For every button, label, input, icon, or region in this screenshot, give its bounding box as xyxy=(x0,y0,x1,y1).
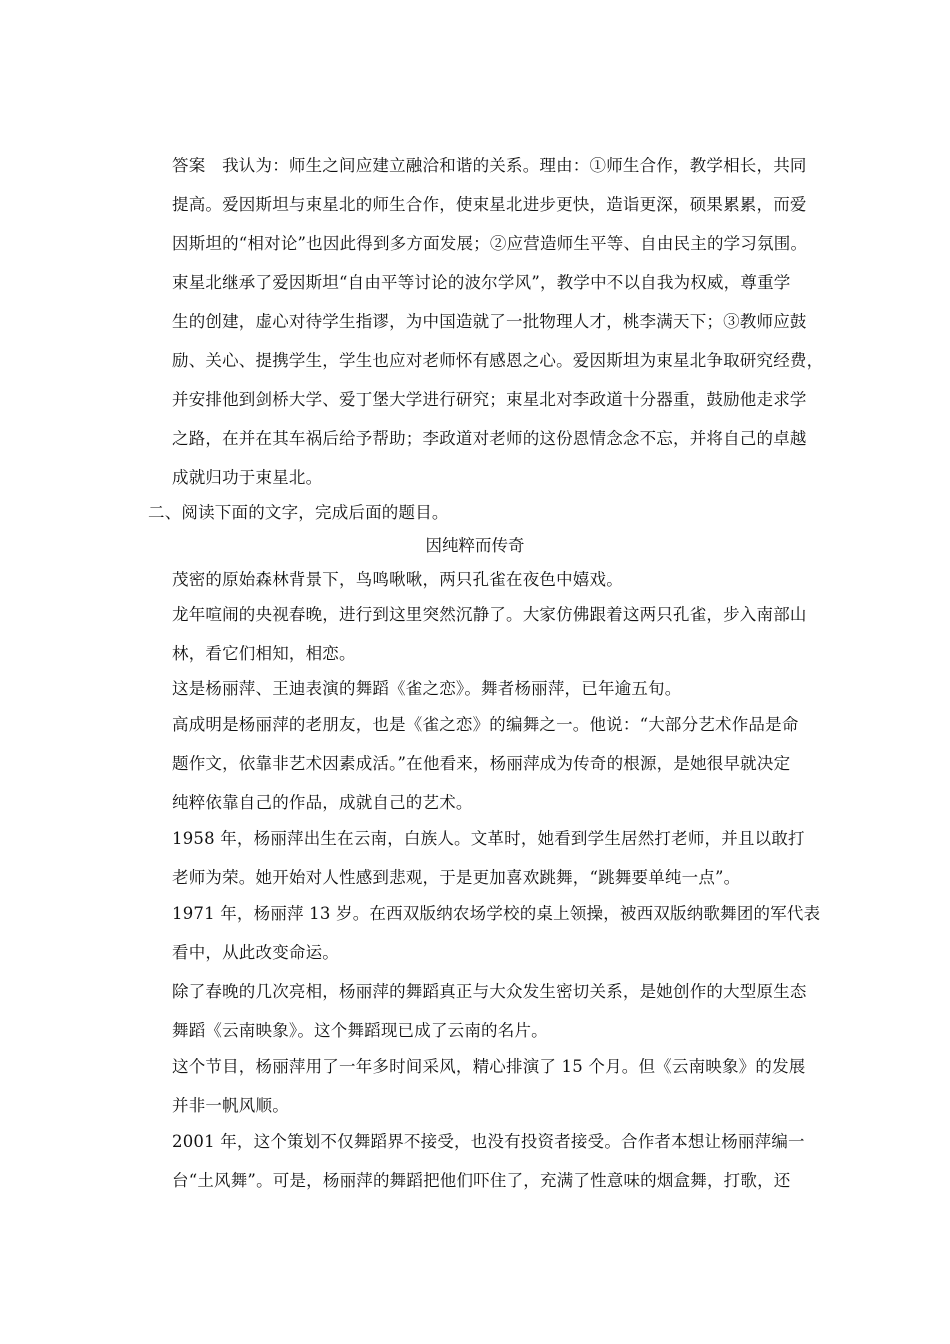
article-line: 这个节目，杨丽萍用了一年多时间采风，精心排演了 15 个月。但《云南映象》的发展 xyxy=(172,1057,806,1076)
article-line: 老师为荣。她开始对人性感到悲观，于是更加喜欢跳舞，“跳舞要单纯一点”。 xyxy=(172,868,741,887)
article-line: 纯粹依靠自己的作品，成就自己的艺术。 xyxy=(172,793,473,812)
article-line: 台“土风舞”。可是，杨丽萍的舞蹈把他们吓住了，充满了性意味的烟盒舞，打歌，还 xyxy=(172,1171,791,1190)
article-line: 这是杨丽萍、王迪表演的舞蹈《雀之恋》。舞者杨丽萍，已年逾五旬。 xyxy=(172,679,682,698)
section-heading: 二、阅读下面的文字，完成后面的题目。 xyxy=(148,503,449,522)
article-line: 除了春晚的几次亮相，杨丽萍的舞蹈真正与大众发生密切关系，是她创作的大型原生态 xyxy=(172,982,807,1001)
article-line: 看中，从此改变命运。 xyxy=(172,943,339,962)
article-line: 1958 年，杨丽萍出生在云南，白族人。文革时，她看到学生居然打老师，并且以敢打 xyxy=(172,829,805,848)
answer-line: 生的创建，虚心对待学生指谬，为中国造就了一批物理人才，桃李满天下；③教师应鼓 xyxy=(172,312,807,331)
article-line: 茂密的原始森林背景下，鸟鸣啾啾，两只孔雀在夜色中嬉戏。 xyxy=(172,570,623,589)
answer-line: 束星北继承了爱因斯坦“自由平等讨论的波尔学风”，教学中不以自我为权威，尊重学 xyxy=(172,273,791,292)
answer-line: 励、关心、提携学生，学生也应对老师怀有感恩之心。爱因斯坦为束星北争取研究经费， xyxy=(172,351,824,370)
article-line: 题作文，依靠非艺术因素成活。”在他看来，杨丽萍成为传奇的根源，是她很早就决定 xyxy=(172,754,791,773)
article-line: 2001 年，这个策划不仅舞蹈界不接受，也没有投资者接受。合作者本想让杨丽萍编一 xyxy=(172,1132,805,1151)
article-line: 1971 年，杨丽萍 13 岁。在西双版纳农场学校的桌上领操，被西双版纳歌舞团的军代表 xyxy=(172,904,821,923)
answer-line: 因斯坦的“相对论”也因此得到多方面发展；②应营造师生平等、自由民主的学习氛围。 xyxy=(172,234,808,253)
article-line: 龙年喧闹的央视春晚，进行到这里突然沉静了。大家仿佛跟着这两只孔雀，步入南部山 xyxy=(172,605,807,624)
answer-line: 成就归功于束星北。 xyxy=(172,468,323,487)
answer-line: 答案 我认为：师生之间应建立融洽和谐的关系。理由：①师生合作，教学相长，共同 xyxy=(172,156,807,175)
article-line: 并非一帆风顺。 xyxy=(172,1096,289,1115)
article-title: 因纯粹而传奇 xyxy=(425,536,525,555)
article-line: 舞蹈《云南映象》。这个舞蹈现已成了云南的名片。 xyxy=(172,1021,548,1040)
answer-line: 之路，在并在其车祸后给予帮助；李政道对老师的这份恩情念念不忘，并将自己的卓越 xyxy=(172,429,807,448)
article-line: 林，看它们相知，相恋。 xyxy=(172,644,356,663)
answer-line: 提高。爱因斯坦与束星北的师生合作，使束星北进步更快，造诣更深，硕果累累，而爱 xyxy=(172,195,807,214)
answer-line: 并安排他到剑桥大学、爱丁堡大学进行研究；束星北对李政道十分器重，鼓励他走求学 xyxy=(172,390,807,409)
article-line: 高成明是杨丽萍的老朋友，也是《雀之恋》的编舞之一。他说：“大部分艺术作品是命 xyxy=(172,715,799,734)
